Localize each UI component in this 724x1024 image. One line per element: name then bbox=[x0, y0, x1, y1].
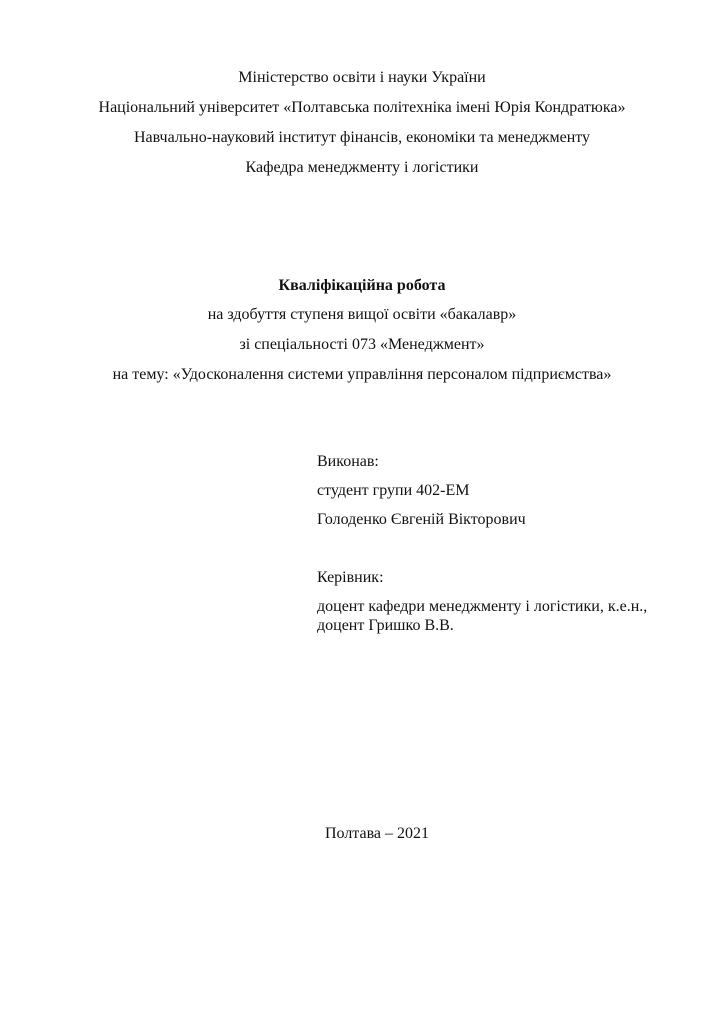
degree-line: на здобуття ступеня вищої освіти «бакалавр» bbox=[207, 306, 517, 323]
supervisor-label: Керівник: bbox=[317, 569, 384, 586]
supervisor-position-line1: доцент кафедри менеджменту і логістики, к.е.н., bbox=[317, 598, 648, 615]
specialty-line: зі спеціальності 073 «Менеджмент» bbox=[239, 336, 485, 353]
author-name: Голоденко Євгеній Вікторович bbox=[317, 511, 526, 528]
institute-name: Навчально-науковий інститут фінансів, економіки та менеджменту bbox=[133, 129, 591, 146]
topic-line: на тему: «Удосконалення системи управління персоналом підприємства» bbox=[112, 366, 612, 383]
university-name: Національний університет «Полтавська політехніка імені Юрія Кондратюка» bbox=[98, 99, 626, 116]
department-name: Кафедра менеджменту і логістики bbox=[245, 159, 479, 176]
ministry-name: Міністерство освіти і науки України bbox=[238, 69, 486, 86]
author-group: студент групи 402-ЕМ bbox=[317, 482, 470, 499]
supervisor-position-line2: доцент Гришко В.В. bbox=[317, 617, 454, 634]
document-title: Кваліфікаційна робота bbox=[278, 277, 446, 294]
author-label: Виконав: bbox=[317, 453, 379, 470]
city-year: Полтава – 2021 bbox=[324, 825, 430, 842]
